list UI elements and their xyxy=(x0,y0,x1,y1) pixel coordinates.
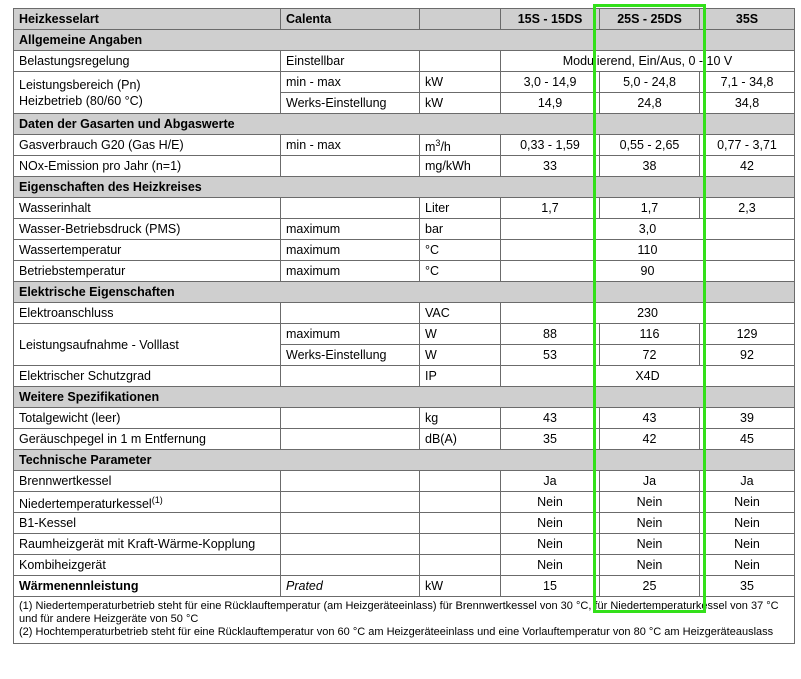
table-row xyxy=(14,51,795,72)
row-value: 33 xyxy=(501,156,600,177)
table-row xyxy=(14,261,795,282)
row-unit: W xyxy=(420,345,501,366)
table-row xyxy=(14,156,795,177)
row-condition: maximum xyxy=(281,219,420,240)
row-value: 15 xyxy=(501,576,600,597)
row-label: Brennwertkessel xyxy=(14,471,281,492)
table-row xyxy=(14,408,795,429)
table-row xyxy=(14,303,795,324)
row-value: 72 xyxy=(600,345,700,366)
row-condition: Werks-Einstellung xyxy=(281,93,420,114)
row-value-all: 110 xyxy=(501,240,795,261)
row-value: Nein xyxy=(600,513,700,534)
section-title: Allgemeine Angaben xyxy=(14,30,795,51)
row-value: 38 xyxy=(600,156,700,177)
row-value: 5,0 - 24,8 xyxy=(600,72,700,93)
row-value: 0,77 - 3,71 xyxy=(700,135,795,156)
row-value: 92 xyxy=(700,345,795,366)
row-unit: VAC xyxy=(420,303,501,324)
row-label: Wassertemperatur xyxy=(14,240,281,261)
row-label: Betriebstemperatur xyxy=(14,261,281,282)
row-label: Elektroanschluss xyxy=(14,303,281,324)
row-value: 1,7 xyxy=(600,198,700,219)
row-label: Kombiheizgerät xyxy=(14,555,281,576)
row-label: Elektrischer Schutzgrad xyxy=(14,366,281,387)
row-value: 88 xyxy=(501,324,600,345)
row-label: Totalgewicht (leer) xyxy=(14,408,281,429)
row-value: 0,33 - 1,59 xyxy=(501,135,600,156)
row-label: Raumheizgerät mit Kraft-Wärme-Kopplung xyxy=(14,534,281,555)
row-unit: mg/kWh xyxy=(420,156,501,177)
row-value-all: 90 xyxy=(501,261,795,282)
table-row xyxy=(14,429,795,450)
row-condition xyxy=(281,513,420,534)
row-label: B1-Kessel xyxy=(14,513,281,534)
row-unit: $m^3/h$ xyxy=(420,135,501,156)
row-value: 35 xyxy=(700,576,795,597)
row-unit: W xyxy=(420,324,501,345)
row-unit xyxy=(420,513,501,534)
row-value: 43 xyxy=(501,408,600,429)
row-value: 14,9 xyxy=(501,93,600,114)
row-condition: Werks-Einstellung xyxy=(281,345,420,366)
row-condition: min - max xyxy=(281,135,420,156)
section-title: Technische Parameter xyxy=(14,450,795,471)
spec-table xyxy=(13,8,795,644)
row-condition xyxy=(281,555,420,576)
row-value: Nein xyxy=(600,534,700,555)
header-label: Heizkesselart xyxy=(14,9,281,30)
row-condition xyxy=(281,156,420,177)
row-condition: maximum xyxy=(281,261,420,282)
row-value: 7,1 - 34,8 xyxy=(700,72,795,93)
row-label: Wasserinhalt xyxy=(14,198,281,219)
row-value-all: Modulierend, Ein/Aus, 0 - 10 V xyxy=(501,51,795,72)
row-value: Nein xyxy=(600,492,700,513)
row-condition: maximum xyxy=(281,324,420,345)
row-value: 42 xyxy=(600,429,700,450)
table-row xyxy=(14,324,795,345)
row-label: Gasverbrauch G20 (Gas H/E) xyxy=(14,135,281,156)
header-brand: Calenta xyxy=(281,9,420,30)
row-value: 45 xyxy=(700,429,795,450)
table-row xyxy=(14,576,795,597)
row-unit: Liter xyxy=(420,198,501,219)
row-value: 35 xyxy=(501,429,600,450)
section-row xyxy=(14,177,795,198)
row-value: 116 xyxy=(600,324,700,345)
row-value: 53 xyxy=(501,345,600,366)
table-row xyxy=(14,240,795,261)
table-row xyxy=(14,198,795,219)
row-label: Wärmenennleistung xyxy=(14,576,281,597)
row-value: Nein xyxy=(700,513,795,534)
section-title: Weitere Spezifikationen xyxy=(14,387,795,408)
row-unit xyxy=(420,51,501,72)
row-condition xyxy=(281,534,420,555)
row-unit xyxy=(420,471,501,492)
table-row xyxy=(14,534,795,555)
row-value: 3,0 - 14,9 xyxy=(501,72,600,93)
table-row xyxy=(14,219,795,240)
row-value: 0,55 - 2,65 xyxy=(600,135,700,156)
footnote-row xyxy=(14,597,795,644)
row-value: 39 xyxy=(700,408,795,429)
header-unit-col xyxy=(420,9,501,30)
section-row xyxy=(14,30,795,51)
row-unit: °C xyxy=(420,240,501,261)
header-row xyxy=(14,9,795,30)
row-value: 34,8 xyxy=(700,93,795,114)
row-value: 43 xyxy=(600,408,700,429)
row-value: 24,8 xyxy=(600,93,700,114)
row-condition: maximum xyxy=(281,240,420,261)
row-value: Nein xyxy=(501,555,600,576)
row-label: Geräuschpegel in 1 m Entfernung xyxy=(14,429,281,450)
row-unit xyxy=(420,492,501,513)
row-value: 1,7 xyxy=(501,198,600,219)
footnote-1: (1) Niedertemperaturbetrieb steht für eine Rücklauftemperatur (am Heizgeräteeinlass) für Brennwertkessel von 30 °C, für Niedertemperaturkessel von 37 °C und für andere Heizgeräte von 50 °C xyxy=(19,600,779,626)
section-row xyxy=(14,450,795,471)
section-title: Eigenschaften des Heizkreises xyxy=(14,177,795,198)
row-condition: min - max xyxy=(281,72,420,93)
row-unit: kW xyxy=(420,576,501,597)
row-unit: kW xyxy=(420,93,501,114)
row-value: 2,3 xyxy=(700,198,795,219)
row-condition xyxy=(281,366,420,387)
row-condition xyxy=(281,471,420,492)
row-value-all: 230 xyxy=(501,303,795,324)
row-value: Nein xyxy=(501,534,600,555)
table-row xyxy=(14,555,795,576)
row-value: 129 xyxy=(700,324,795,345)
row-condition xyxy=(281,492,420,513)
row-value: Nein xyxy=(600,555,700,576)
row-unit: IP xyxy=(420,366,501,387)
header-model-1: 15S - 15DS xyxy=(501,9,600,30)
table-row xyxy=(14,513,795,534)
section-row xyxy=(14,114,795,135)
footnotes xyxy=(14,597,795,644)
table-row xyxy=(14,135,795,156)
row-value: Nein xyxy=(700,534,795,555)
row-value-all: X4D xyxy=(501,366,795,387)
row-label: NOx-Emission pro Jahr (n=1) xyxy=(14,156,281,177)
row-value: Nein xyxy=(501,513,600,534)
row-condition xyxy=(281,429,420,450)
row-label: Leistungsaufnahme - Volllast xyxy=(14,324,281,366)
row-unit: °C xyxy=(420,261,501,282)
row-label: Niedertemperaturkessel$^{(1)}$ xyxy=(14,492,281,513)
row-value: Ja xyxy=(600,471,700,492)
section-row xyxy=(14,387,795,408)
section-row xyxy=(14,282,795,303)
row-label: Wasser-Betriebsdruck (PMS) xyxy=(14,219,281,240)
row-condition: Prated xyxy=(281,576,420,597)
row-value: Nein xyxy=(501,492,600,513)
section-title: Elektrische Eigenschaften xyxy=(14,282,795,303)
row-unit: kW xyxy=(420,72,501,93)
table-row xyxy=(14,366,795,387)
row-value-all: 3,0 xyxy=(501,219,795,240)
section-title: Daten der Gasarten und Abgaswerte xyxy=(14,114,795,135)
row-label: Leistungsbereich (Pn) Heizbetrieb (80/60 °C) xyxy=(14,72,281,114)
row-condition: Einstellbar xyxy=(281,51,420,72)
row-condition xyxy=(281,198,420,219)
table-row xyxy=(14,471,795,492)
row-condition xyxy=(281,303,420,324)
row-label: Belastungsregelung xyxy=(14,51,281,72)
row-unit: bar xyxy=(420,219,501,240)
row-value: 25 xyxy=(600,576,700,597)
row-unit: dB(A) xyxy=(420,429,501,450)
header-model-2: 25S - 25DS xyxy=(600,9,700,30)
row-unit xyxy=(420,534,501,555)
row-value: Nein xyxy=(700,555,795,576)
row-value: 42 xyxy=(700,156,795,177)
footnote-2: (2) Hochtemperaturbetrieb steht für eine Rücklauftemperatur von 60 °C am Heizgeräteeinlass und eine Vorlauftemperatur von 80 °C am Heizgeräteauslass xyxy=(19,626,774,639)
row-unit: kg xyxy=(420,408,501,429)
header-model-3: 35S xyxy=(700,9,795,30)
row-condition xyxy=(281,408,420,429)
row-unit xyxy=(420,555,501,576)
row-value: Nein xyxy=(700,492,795,513)
table-row xyxy=(14,492,795,513)
table-row xyxy=(14,72,795,93)
row-value: Ja xyxy=(700,471,795,492)
row-value: Ja xyxy=(501,471,600,492)
